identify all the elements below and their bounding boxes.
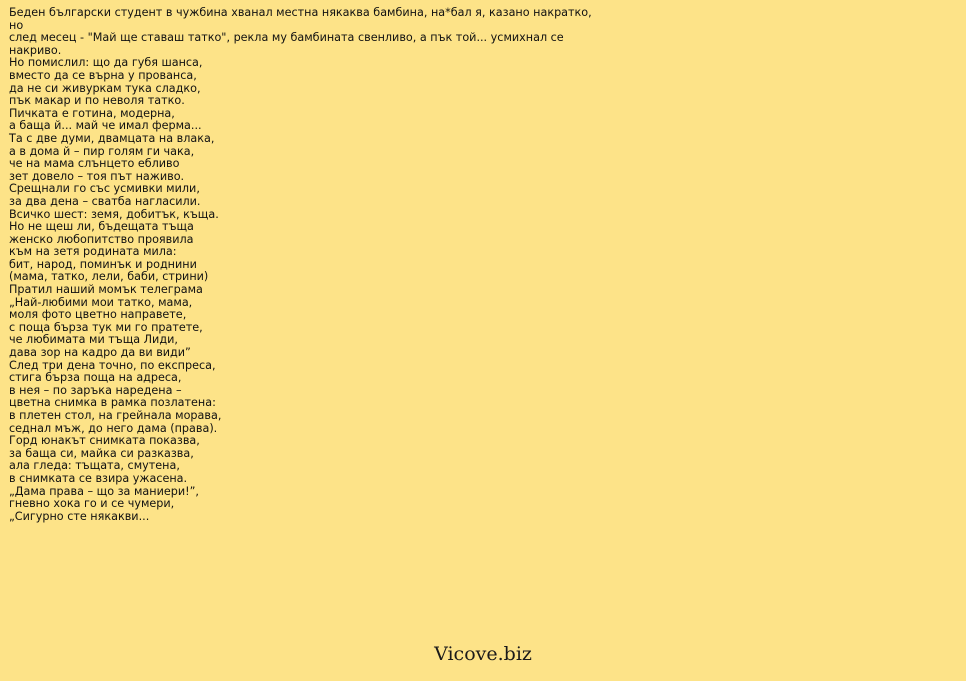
poem-line: вместо да се върна у прованса,: [9, 68, 197, 82]
poem-line: ала гледа: тъщата, смутена,: [9, 459, 180, 473]
poem-line: да не си живуркам тука сладко,: [9, 81, 201, 95]
poem-line: Пратил наший момък телеграма: [9, 283, 203, 297]
poem-line: стига бърза поща на адреса,: [9, 371, 182, 385]
poem-line: гневно хока го и се чумери,: [9, 497, 175, 511]
site-name[interactable]: Vicove.biz: [434, 643, 532, 665]
poem-line: (мама, татко, лели, баби, стрини): [9, 270, 209, 284]
poem-line: След три дена точно, по експреса,: [9, 358, 216, 372]
poem-line: бит, народ, поминък и роднини: [9, 257, 197, 271]
poem-line: че любимата ми тъща Лиди,: [9, 333, 178, 347]
poem-line: в плетен стол, на грейнала морава,: [9, 409, 222, 422]
site-footer[interactable]: [0, 643, 966, 665]
poem-line: моля фото цветно направете,: [9, 308, 187, 322]
poem-line: а в дома й – пир голям ги чака,: [9, 144, 195, 158]
poem-line: Всичко шест: земя, добитък, къща.: [9, 207, 219, 221]
poem: [9, 57, 609, 523]
poem-line: „Най-любими мои татко, мама,: [9, 295, 193, 309]
poem-line: че на мама слънцето ебливо: [9, 157, 180, 171]
poem-line: Пичката е готина, модерна,: [9, 106, 175, 120]
poem-line: цветна снимка в рамка позлатена:: [9, 396, 216, 410]
poem-line: за два дена – сватба нагласили.: [9, 194, 201, 208]
poem-line: „Дама права – що за маниери!”,: [9, 484, 199, 498]
poem-line: женско любопитство проявила: [9, 232, 194, 246]
poem-line: Срещнали го със усмивки мили,: [9, 182, 200, 196]
poem-line: Та с две думи, двамцата на влака,: [9, 131, 215, 145]
joke-content: [9, 7, 609, 523]
poem-line: Но не щеш ли, бъдещата тъща: [9, 220, 194, 234]
poem-line: а баща й... май че имал ферма...: [9, 119, 202, 133]
poem-line: към на зетя родината мила:: [9, 245, 177, 259]
poem-line: Горд юнакът снимката показва,: [9, 434, 200, 448]
poem-line: за баща си, майка си разказва,: [9, 446, 194, 460]
poem-line: зет довело – тоя път наживо.: [9, 169, 185, 183]
poem-line: „Сигурно сте някакви...: [9, 509, 150, 523]
poem-line: Но помислил: що да губя шанса,: [9, 56, 203, 70]
poem-line: пък макар и по неволя татко.: [9, 94, 185, 108]
poem-line: в снимката се взира ужасена.: [9, 471, 188, 485]
intro-paragraph: Беден български студент в чужбина хванал местна някаква бамбина, на*бал я, казано накратко, но след месец - "Май ще ставаш татко", рекла му бамбината свенливо, а пък той... усмихнал се накриво.: [9, 6, 592, 57]
poem-line: в нея – по заръка наредена –: [9, 383, 182, 397]
poem-line: дава зор на кадро да ви види”: [9, 346, 191, 360]
poem-line: седнал мъж, до него дама (права).: [9, 421, 218, 435]
poem-line: с поща бърза тук ми го пратете,: [9, 320, 203, 334]
